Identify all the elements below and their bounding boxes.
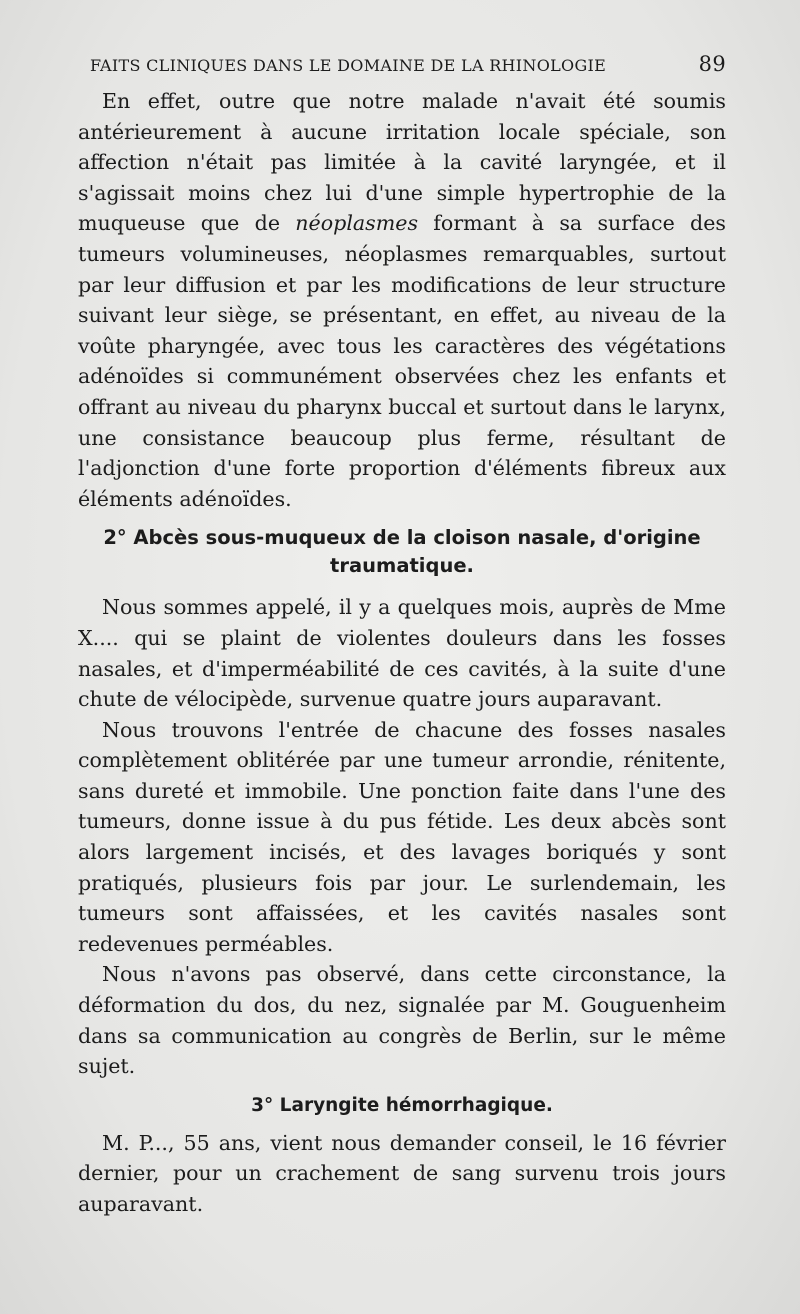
paragraph: M. P..., 55 ans, vient nous demander conseil, le 16 février dernier, pour un crachement de sang survenu trois jours auparavant. xyxy=(78,1130,726,1216)
running-header xyxy=(78,52,726,76)
paragraph-text: formant à sa surface des tumeurs volumineuses, néoplasmes remarquables, surtout par leur diffusion et par les modifications de leur structure suivant leur siège, se présentant, en effet, au niveau de la voûte pharyngée, avec tous les caractères des végétations adénoïdes si communément observées chez les enfants et offrant au niveau du pharynx buccal et surtout dans le larynx, une consistance beaucoup plus ferme, résultant de l'adjonction d'une forte proportion d'éléments fibreux aux éléments adénoïdes. xyxy=(78,211,726,511)
section-heading-abces: 2° Abcès sous-muqueux de la cloison nasale, d'origine traumatique. xyxy=(103,526,701,578)
section-heading-laryngite: 3° Laryngite hémorrhagique. xyxy=(251,1094,553,1116)
paragraph-text: En effet, outre que notre malade n'avait été soumis antérieurement à aucune irritation locale spéciale, son affection n'était pas limitée à la cavité laryngée, et il s'agissait moins chez lui d'une simple hypertrophie de la muqueuse que de xyxy=(78,89,726,236)
paragraph: Nous trouvons l'entrée de chacune des fosses nasales complètement oblitérée par une tumeur arrondie, rénitente, sans dureté et immobile. Une ponction faite dans l'une des tumeurs, donne issue à du pus fétide. Les deux abcès sont alors largement incisés, et des lavages boriqués y sont pratiqués, plusieurs fois par jour. Le surlendemain, les tumeurs sont affaissées, et les cavités nasales sont redevenues perméables. xyxy=(78,717,726,956)
paragraph-neoplasmes xyxy=(78,86,726,514)
paragraph: Nous sommes appelé, il y a quelques mois, auprès de Mme X.... qui se plaint de violentes douleurs dans les fosses nasales, et d'imperméabilité de ces cavités, à la suite d'une chute de vélocipède, survenue quatre jours auparavant. xyxy=(78,595,726,712)
paragraph: Nous n'avons pas observé, dans cette circonstance, la déformation du dos, du nez, signalée par M. Gouguenheim dans sa communication au congrès de Berlin, sur le même sujet. xyxy=(78,962,726,1079)
italic-term: néoplasmes xyxy=(295,211,419,236)
page-number: 89 xyxy=(698,52,726,76)
running-title: FAITS CLINIQUES DANS LE DOMAINE DE LA RHINOLOGIE xyxy=(90,56,607,75)
